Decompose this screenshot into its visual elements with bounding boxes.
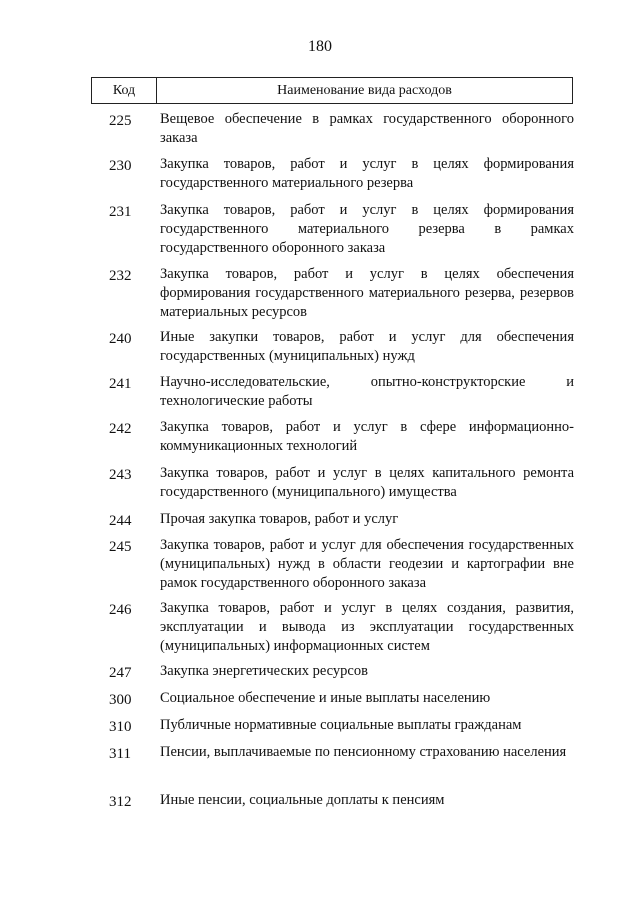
row-text: Закупка энергетических ресурсов [160, 663, 368, 679]
row-text: Социальное обеспечение и иные выплаты населению [160, 690, 491, 706]
row-code: 230 [109, 158, 132, 174]
row-code: 244 [109, 513, 132, 529]
row-text: Закупка товаров, работ и услуг для обеспечения государственных (муниципальных) нужд в области геодезии и картографии вне рамок государственного оборонного заказа [160, 537, 574, 591]
row-code: 311 [109, 746, 131, 762]
row-text: Публичные нормативные социальные выплаты гражданам [160, 717, 522, 733]
row-code: 300 [109, 692, 132, 708]
header-name-label: Наименование вида расходов [277, 82, 452, 98]
row-text: Пенсии, выплачиваемые по пенсионному страхованию населения [160, 744, 567, 760]
row-code: 242 [109, 421, 132, 437]
row-text: Закупка товаров, работ и услуг в целях капитального ремонта государственного (муниципального) имущества [160, 465, 574, 500]
row-text: Иные пенсии, социальные доплаты к пенсиям [160, 792, 445, 808]
row-text: Прочая закупка товаров, работ и услуг [160, 511, 399, 527]
row-code: 241 [109, 376, 132, 392]
row-text: Вещевое обеспечение в рамках государственного оборонного заказа [160, 111, 574, 146]
row-text: Закупка товаров, работ и услуг в сфере информационно-коммуникационных технологий [160, 419, 574, 454]
page-number: 180 [308, 38, 332, 55]
row-text: Закупка товаров, работ и услуг в целях обеспечения формирования государственного материального резерва, резервов материальных ресурсов [160, 266, 574, 320]
table-header [91, 77, 573, 104]
row-code: 225 [109, 113, 132, 129]
row-code: 231 [109, 204, 132, 220]
row-code: 312 [109, 794, 132, 810]
row-code: 245 [109, 539, 132, 555]
row-code: 310 [109, 719, 132, 735]
row-text: Закупка товаров, работ и услуг в целях формирования государственного материального резерва в рамках государственного оборонного заказа [160, 202, 574, 256]
row-code: 243 [109, 467, 132, 483]
row-text: Научно-исследовательские, опытно-конструкторские и технологические работы [160, 374, 574, 409]
row-text: Иные закупки товаров, работ и услуг для обеспечения государственных (муниципальных) нужд [160, 329, 574, 364]
row-code: 232 [109, 268, 132, 284]
row-code: 246 [109, 602, 132, 618]
row-text: Закупка товаров, работ и услуг в целях создания, развития, эксплуатации и вывода из эксплуатации государственных (муниципальных) информационных систем [160, 600, 574, 654]
row-text: Закупка товаров, работ и услуг в целях формирования государственного материального резерва [160, 156, 574, 191]
row-code: 240 [109, 331, 132, 347]
row-code: 247 [109, 665, 132, 681]
header-code-label: Код [92, 78, 157, 103]
